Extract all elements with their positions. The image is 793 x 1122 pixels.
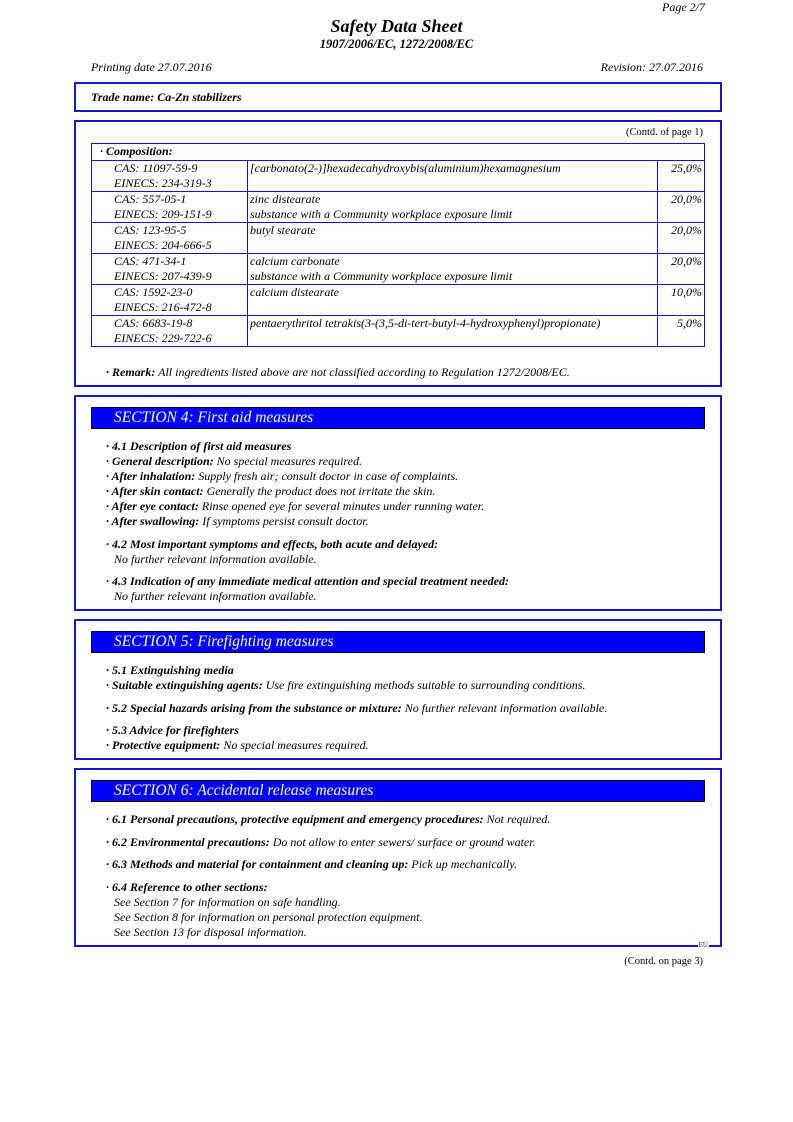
section5-title: SECTION 5: Firefighting measures	[91, 631, 705, 653]
cas-cell: CAS: 557-05-1 EINECS: 209-151-9	[92, 192, 248, 223]
table-row	[92, 285, 705, 316]
containment-methods: · 6.3 Methods and material for containment and cleaning up: Pick up mechanically.	[106, 857, 518, 871]
reference-line: See Section 13 for disposal information.	[114, 925, 307, 939]
percent-cell: 10,0%	[658, 285, 705, 316]
after-eye-contact: · After eye contact: Rinse opened eye for several minutes under running water.	[106, 499, 485, 513]
cas-cell: CAS: 6683-19-8 EINECS: 229-722-6	[92, 316, 248, 347]
percent-cell: 5,0%	[658, 316, 705, 347]
environmental-precautions: · 6.2 Environmental precautions: Do not allow to enter sewers/ surface or ground water.	[106, 835, 536, 849]
reference-line: See Section 7 for information on safe handling.	[114, 895, 341, 909]
section5-3-heading: · 5.3 Advice for firefighters	[106, 723, 239, 737]
eu-mark: EU	[698, 941, 708, 949]
substance-cell: butyl stearate	[248, 223, 658, 254]
document-title: Safety Data Sheet	[330, 16, 463, 36]
section4-1-heading: · 4.1 Description of first aid measures	[106, 439, 292, 453]
cas-cell: CAS: 1592-23-0 EINECS: 216-472-8	[92, 285, 248, 316]
percent-cell: 20,0%	[658, 192, 705, 223]
table-row	[92, 254, 705, 285]
cas-cell: CAS: 123-95-5 EINECS: 204-666-5	[92, 223, 248, 254]
document-subtitle: 1907/2006/EC, 1272/2008/EC	[319, 37, 474, 51]
section6-title: SECTION 6: Accidental release measures	[91, 780, 705, 802]
section4-3-heading: · 4.3 Indication of any immediate medical attention and special treatment needed:	[106, 574, 509, 588]
percent-cell: 25,0%	[658, 161, 705, 192]
section4-2-text: No further relevant information available.	[114, 552, 317, 566]
printing-date: Printing date 27.07.2016	[91, 60, 212, 74]
after-skin-contact: · After skin contact: Generally the product does not irritate the skin.	[106, 484, 436, 498]
protective-equipment: · Protective equipment: No special measures required.	[106, 738, 369, 752]
extinguishing-agents: · Suitable extinguishing agents: Use fire extinguishing methods suitable to surrounding conditions.	[106, 678, 586, 692]
percent-cell: 20,0%	[658, 223, 705, 254]
special-hazards: · 5.2 Special hazards arising from the substance or mixture: No further relevant information available.	[106, 701, 608, 715]
substance-cell: calcium distearate	[248, 285, 658, 316]
trade-name: Trade name: Ca-Zn stabilizers	[91, 90, 242, 104]
continued-on: (Contd. on page 3)	[624, 956, 703, 967]
after-swallowing: · After swallowing: If symptoms persist consult doctor.	[106, 514, 369, 528]
page-number: Page 2/7	[662, 0, 705, 14]
table-row	[92, 316, 705, 347]
composition-heading: · Composition:	[92, 144, 705, 161]
composition-remark: · Remark: All ingredients listed above are not classified according to Regulation 1272/2008/EC.	[106, 365, 570, 379]
section6-4-heading: · 6.4 Reference to other sections:	[106, 880, 268, 894]
table-row	[92, 161, 705, 192]
composition-table	[91, 143, 705, 347]
after-inhalation: · After inhalation: Supply fresh air; consult doctor in case of complaints.	[106, 469, 459, 483]
general-description: · General description: No special measures required.	[106, 454, 362, 468]
section4-2-heading: · 4.2 Most important symptoms and effects, both acute and delayed:	[106, 537, 439, 551]
table-row	[92, 192, 705, 223]
composition-header-row	[92, 144, 705, 161]
substance-cell: zinc distearate substance with a Community workplace exposure limit	[248, 192, 658, 223]
continued-from: (Contd. of page 1)	[626, 127, 703, 138]
personal-precautions: · 6.1 Personal precautions, protective equipment and emergency procedures: Not required.	[106, 812, 551, 826]
cas-cell: CAS: 11097-59-9 EINECS: 234-319-3	[92, 161, 248, 192]
cas-cell: CAS: 471-34-1 EINECS: 207-439-9	[92, 254, 248, 285]
table-row	[92, 223, 705, 254]
percent-cell: 20,0%	[658, 254, 705, 285]
substance-cell: calcium carbonate substance with a Community workplace exposure limit	[248, 254, 658, 285]
substance-cell: pentaerythritol tetrakis(3-(3,5-di-tert-butyl-4-hydroxyphenyl)propionate)	[248, 316, 658, 347]
revision-date: Revision: 27.07.2016	[600, 60, 703, 74]
section4-3-text: No further relevant information available.	[114, 589, 317, 603]
section4-title: SECTION 4: First aid measures	[91, 407, 705, 429]
section5-1-heading: · 5.1 Extinguishing media	[106, 663, 234, 677]
substance-cell: [carbonato(2-)]hexadecahydroxybis(aluminium)hexamagnesium	[248, 161, 658, 192]
reference-line: See Section 8 for information on personal protection equipment.	[114, 910, 423, 924]
